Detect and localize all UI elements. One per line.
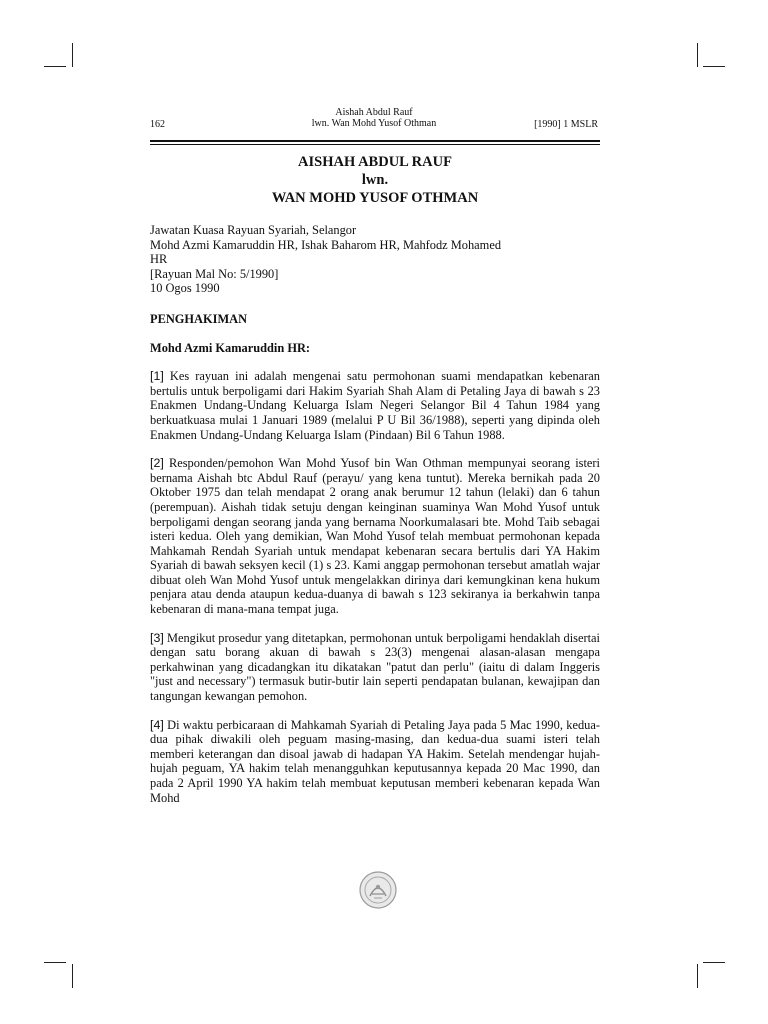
- case-number: [Rayuan Mal No: 5/1990]: [150, 266, 279, 281]
- crop-mark-bottom-right-h: [703, 962, 725, 963]
- paragraph-number: [1]: [150, 369, 164, 384]
- crop-mark-top-right-h: [703, 66, 725, 67]
- citation: [1990] 1 MSLR: [534, 119, 598, 130]
- document-body: [150, 223, 600, 805]
- running-head-line1: Aishah Abdul Rauf: [335, 107, 413, 118]
- crop-mark-bottom-left-h: [44, 962, 66, 963]
- paragraph-text: Responden/pemohon Wan Mohd Yusof bin Wan Othman mempunyai seorang isteri bernama Aishah btc Abdul Rauf (perayu/ yang kena tuntut). Mereka bernikah pada 20 Oktober 1975 dan telah mendapat 2 orang anak berumur 12 tahun (lelaki) dan 6 tahun (perempuan). Aishah tidak setuju dengan keinginan suaminya Wan Mohd Yusof untuk berpoligami dengan seorang janda yang bernama Noorkumalasari bte. Mohd Taib sebagai isteri kedua. Oleh yang demikian, Wan Mohd Yusof telah membuat permohonan kepada Mahkamah Rendah Syariah untuk mendapat kebenaran secara bertulis dari YA Hakim Syariah di bawah seksyen kecil (1) s 23. Kami anggap permohonan tersebut amatlah wajar dibuat oleh Wan Mohd Yusof untuk mengelakkan dirinya dari kemungkinan kena hukum penjara atau denda ataupun kedua-duanya di bawah s 123 sekiranya ia berkahwin tanpa kebenaran di mana-mana tempat juga.: [150, 456, 600, 617]
- header-rule-thick: [150, 140, 600, 142]
- paragraph-text: Mengikut prosedur yang ditetapkan, permohonan untuk berpoligami hendaklah disertai dengan satu borang akuan di bawah s 23(3) mengenai alasan-alasan mengapa perkahwinan yang dicadangkan itu dikatakan "patut dan perlu" (iaitu di dalam Inggeris "just and necessary") termasuk butir-butir lain seperti pendapatan bulanan, kewajipan dan tangungan kewangan pemohon.: [150, 630, 600, 704]
- paragraph-number: [4]: [150, 717, 164, 732]
- paragraph-number: [2]: [150, 456, 164, 471]
- crop-mark-bottom-left-v: [72, 964, 73, 988]
- paragraph-3: [150, 631, 600, 704]
- case-title-line3: WAN MOHD YUSOF OTHMAN: [271, 190, 479, 206]
- running-head-line2: lwn. Wan Mohd Yusof Othman: [311, 118, 437, 129]
- crop-mark-top-right-v: [697, 43, 698, 67]
- judgment-heading: PENGHAKIMAN: [150, 311, 248, 326]
- header-rule-thin: [150, 144, 600, 145]
- court-name: Jawatan Kuasa Rayuan Syariah, Selangor: [150, 223, 357, 237]
- page-number: 162: [150, 119, 165, 130]
- judgment-date: 10 Ogos 1990: [150, 281, 220, 296]
- running-head: [150, 107, 598, 135]
- paragraph-text: Kes rayuan ini adalah mengenai satu permohonan suami mendapatkan kebenaran bertulis untuk berpoligami dari Hakim Syariah Shah Alam di Petaling Jaya di bawah s 23 Enakmen Undang-Undang Keluarga Islam Negeri Selangor Bil 4 Tahun 1984 yang berkuatkuasa mulai 1 Januari 1989 (melalui P U Bil 36/1988), seperti yang dipinda oleh Enakmen Undang-Undang Keluarga Islam (Pindaan) Bil 6 Tahun 1988.: [150, 369, 600, 442]
- case-meta: [150, 223, 600, 296]
- paragraph-2: [150, 456, 600, 617]
- crop-mark-bottom-right-v: [697, 964, 698, 988]
- running-head-center: [150, 107, 598, 129]
- case-title-line1: AISHAH ABDUL RAUF: [298, 154, 452, 170]
- crop-mark-top-left-h: [44, 66, 66, 67]
- paragraph-number: [3]: [150, 630, 164, 645]
- seal-emblem-icon: [358, 870, 398, 910]
- crop-mark-top-left-v: [72, 43, 73, 67]
- judge-heading: Mohd Azmi Kamaruddin HR:: [150, 340, 311, 355]
- judges-line1: Mohd Azmi Kamaruddin HR, Ishak Baharom HR, Mahfodz Mohamed: [150, 237, 502, 252]
- paragraph-4: [150, 718, 600, 806]
- judges-line2: HR: [150, 252, 168, 267]
- paragraph-1: [150, 369, 600, 442]
- case-title-line2: lwn.: [361, 172, 389, 188]
- case-title: [150, 153, 600, 207]
- paragraph-text: Di waktu perbicaraan di Mahkamah Syariah di Petaling Jaya pada 5 Mac 1990, kedua-dua pihak diwakili oleh peguam masing-masing, dan kedua-dua suami isteri telah memberi keterangan dan disoal jawab di hadapan YA Hakim. Setelah mendengar hujah-hujah peguam, YA hakim telah menangguhkan keputusannya kepada 20 Mac 1990, dan pada 2 April 1990 YA hakim telah membuat keputusan memberi kebenaran kepada Wan Mohd: [150, 717, 600, 805]
